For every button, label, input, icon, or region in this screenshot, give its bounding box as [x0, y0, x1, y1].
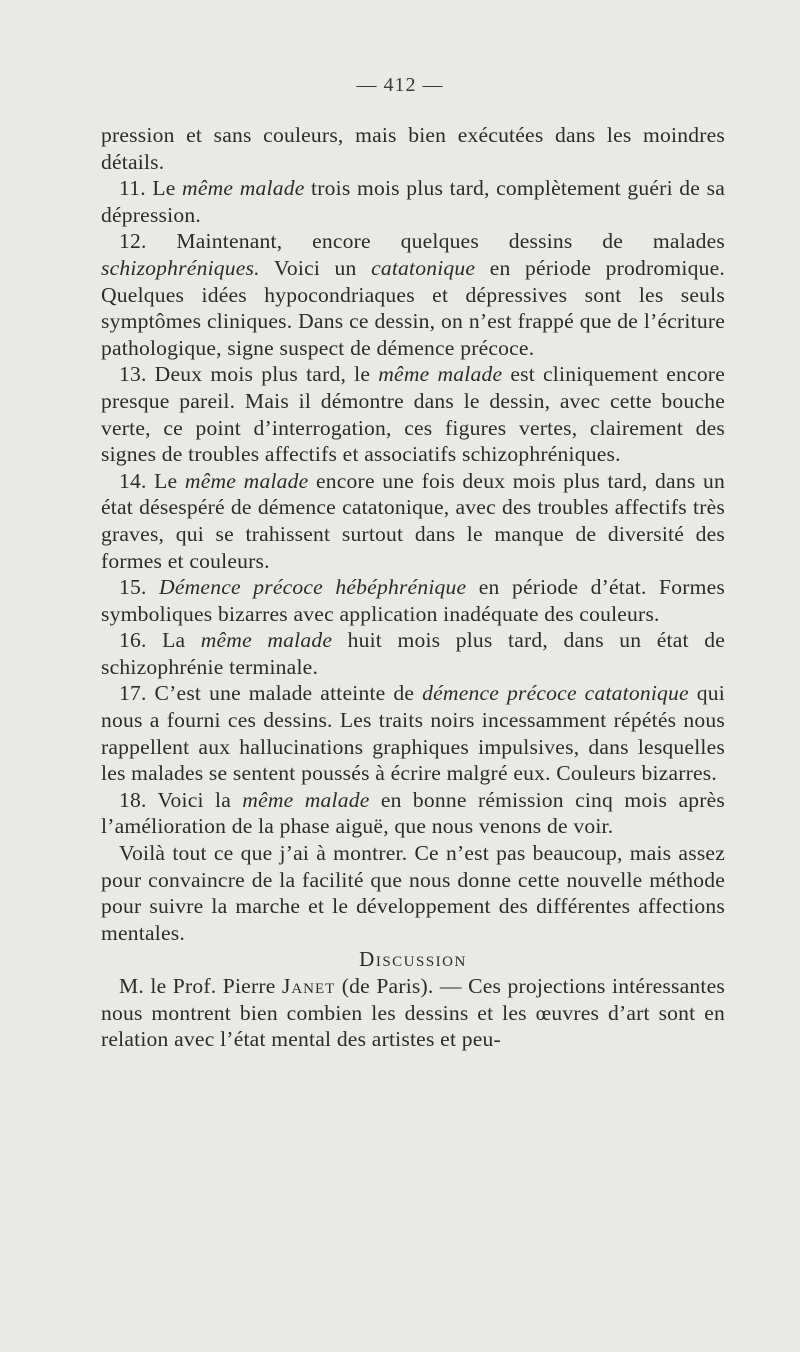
speaker-prefix: M. le Prof. Pierre	[119, 974, 282, 998]
speaker-name: Janet	[281, 974, 336, 998]
speaker-suffix: (de Paris). —	[335, 974, 469, 998]
discussion-heading: Discussion	[359, 947, 467, 972]
discussion-text: Ces projections intéressantes nous montrent bien combien les dessins et les œuvres d’art sont en relation avec l’état mental des artistes et peu-	[101, 974, 725, 1052]
discussion-paragraph	[101, 973, 725, 1053]
paragraph-12: 12. Maintenant, encore quelques dessins de malades schizophréniques. Voici un catatonique en période prodromique. Quelques idées hypocondriaques et dépressives sont les seuls symptômes cliniques. Dans ce dessin, on n’est frappé que de l’écriture pathologique, signe suspect de démence précoce.	[101, 229, 725, 360]
paragraph-14: 14. Le même malade encore une fois deux mois plus tard, dans un état désespéré de démence catatonique, avec des troubles affectifs très graves, qui se trahissent surtout dans le manque de diversité des formes et couleurs.	[101, 468, 725, 573]
paragraph-continuation: pression et sans couleurs, mais bien exécutées dans les moindres détails.	[101, 123, 725, 174]
paragraph-11: 11. Le même malade trois mois plus tard, complètement guéri de sa dépression.	[101, 176, 726, 227]
paragraph-closing: Voilà tout ce que j’ai à montrer. Ce n’est pas beaucoup, mais assez pour convaincre de la facilité que nous donne cette nouvelle méthode pour suivre la marche et le développement des différentes affections mentales.	[101, 841, 725, 945]
page-number: — 412 —	[356, 74, 444, 96]
paragraph-15: 15. Démence précoce hébéphrénique en période d’état. Formes symboliques bizarres avec application inadéquate des couleurs.	[101, 575, 725, 626]
paragraph-13: 13. Deux mois plus tard, le même malade est cliniquement encore presque pareil. Mais il démontre dans le dessin, avec cette bouche verte, ce point d’interrogation, ces figures vertes, clairement des signes de troubles affectifs et associatifs schizophréniques.	[101, 362, 725, 467]
body-text	[101, 122, 725, 1053]
paragraph-16: 16. La même malade huit mois plus tard, dans un état de schizophrénie terminale.	[101, 628, 725, 679]
paragraph-17: 17. C’est une malade atteinte de démence précoce catatonique qui nous a fourni ces dessins. Les traits noirs incessamment répétés nous rappellent aux hallucinations graphiques impulsives, dans lesquelles les malades se sentent poussés à écrire malgré eux. Couleurs bizarres.	[101, 681, 725, 786]
paragraph-18: 18. Voici la même malade en bonne rémission cinq mois après l’amélioration de la phase aiguë, que nous venons de voir.	[101, 787, 726, 839]
